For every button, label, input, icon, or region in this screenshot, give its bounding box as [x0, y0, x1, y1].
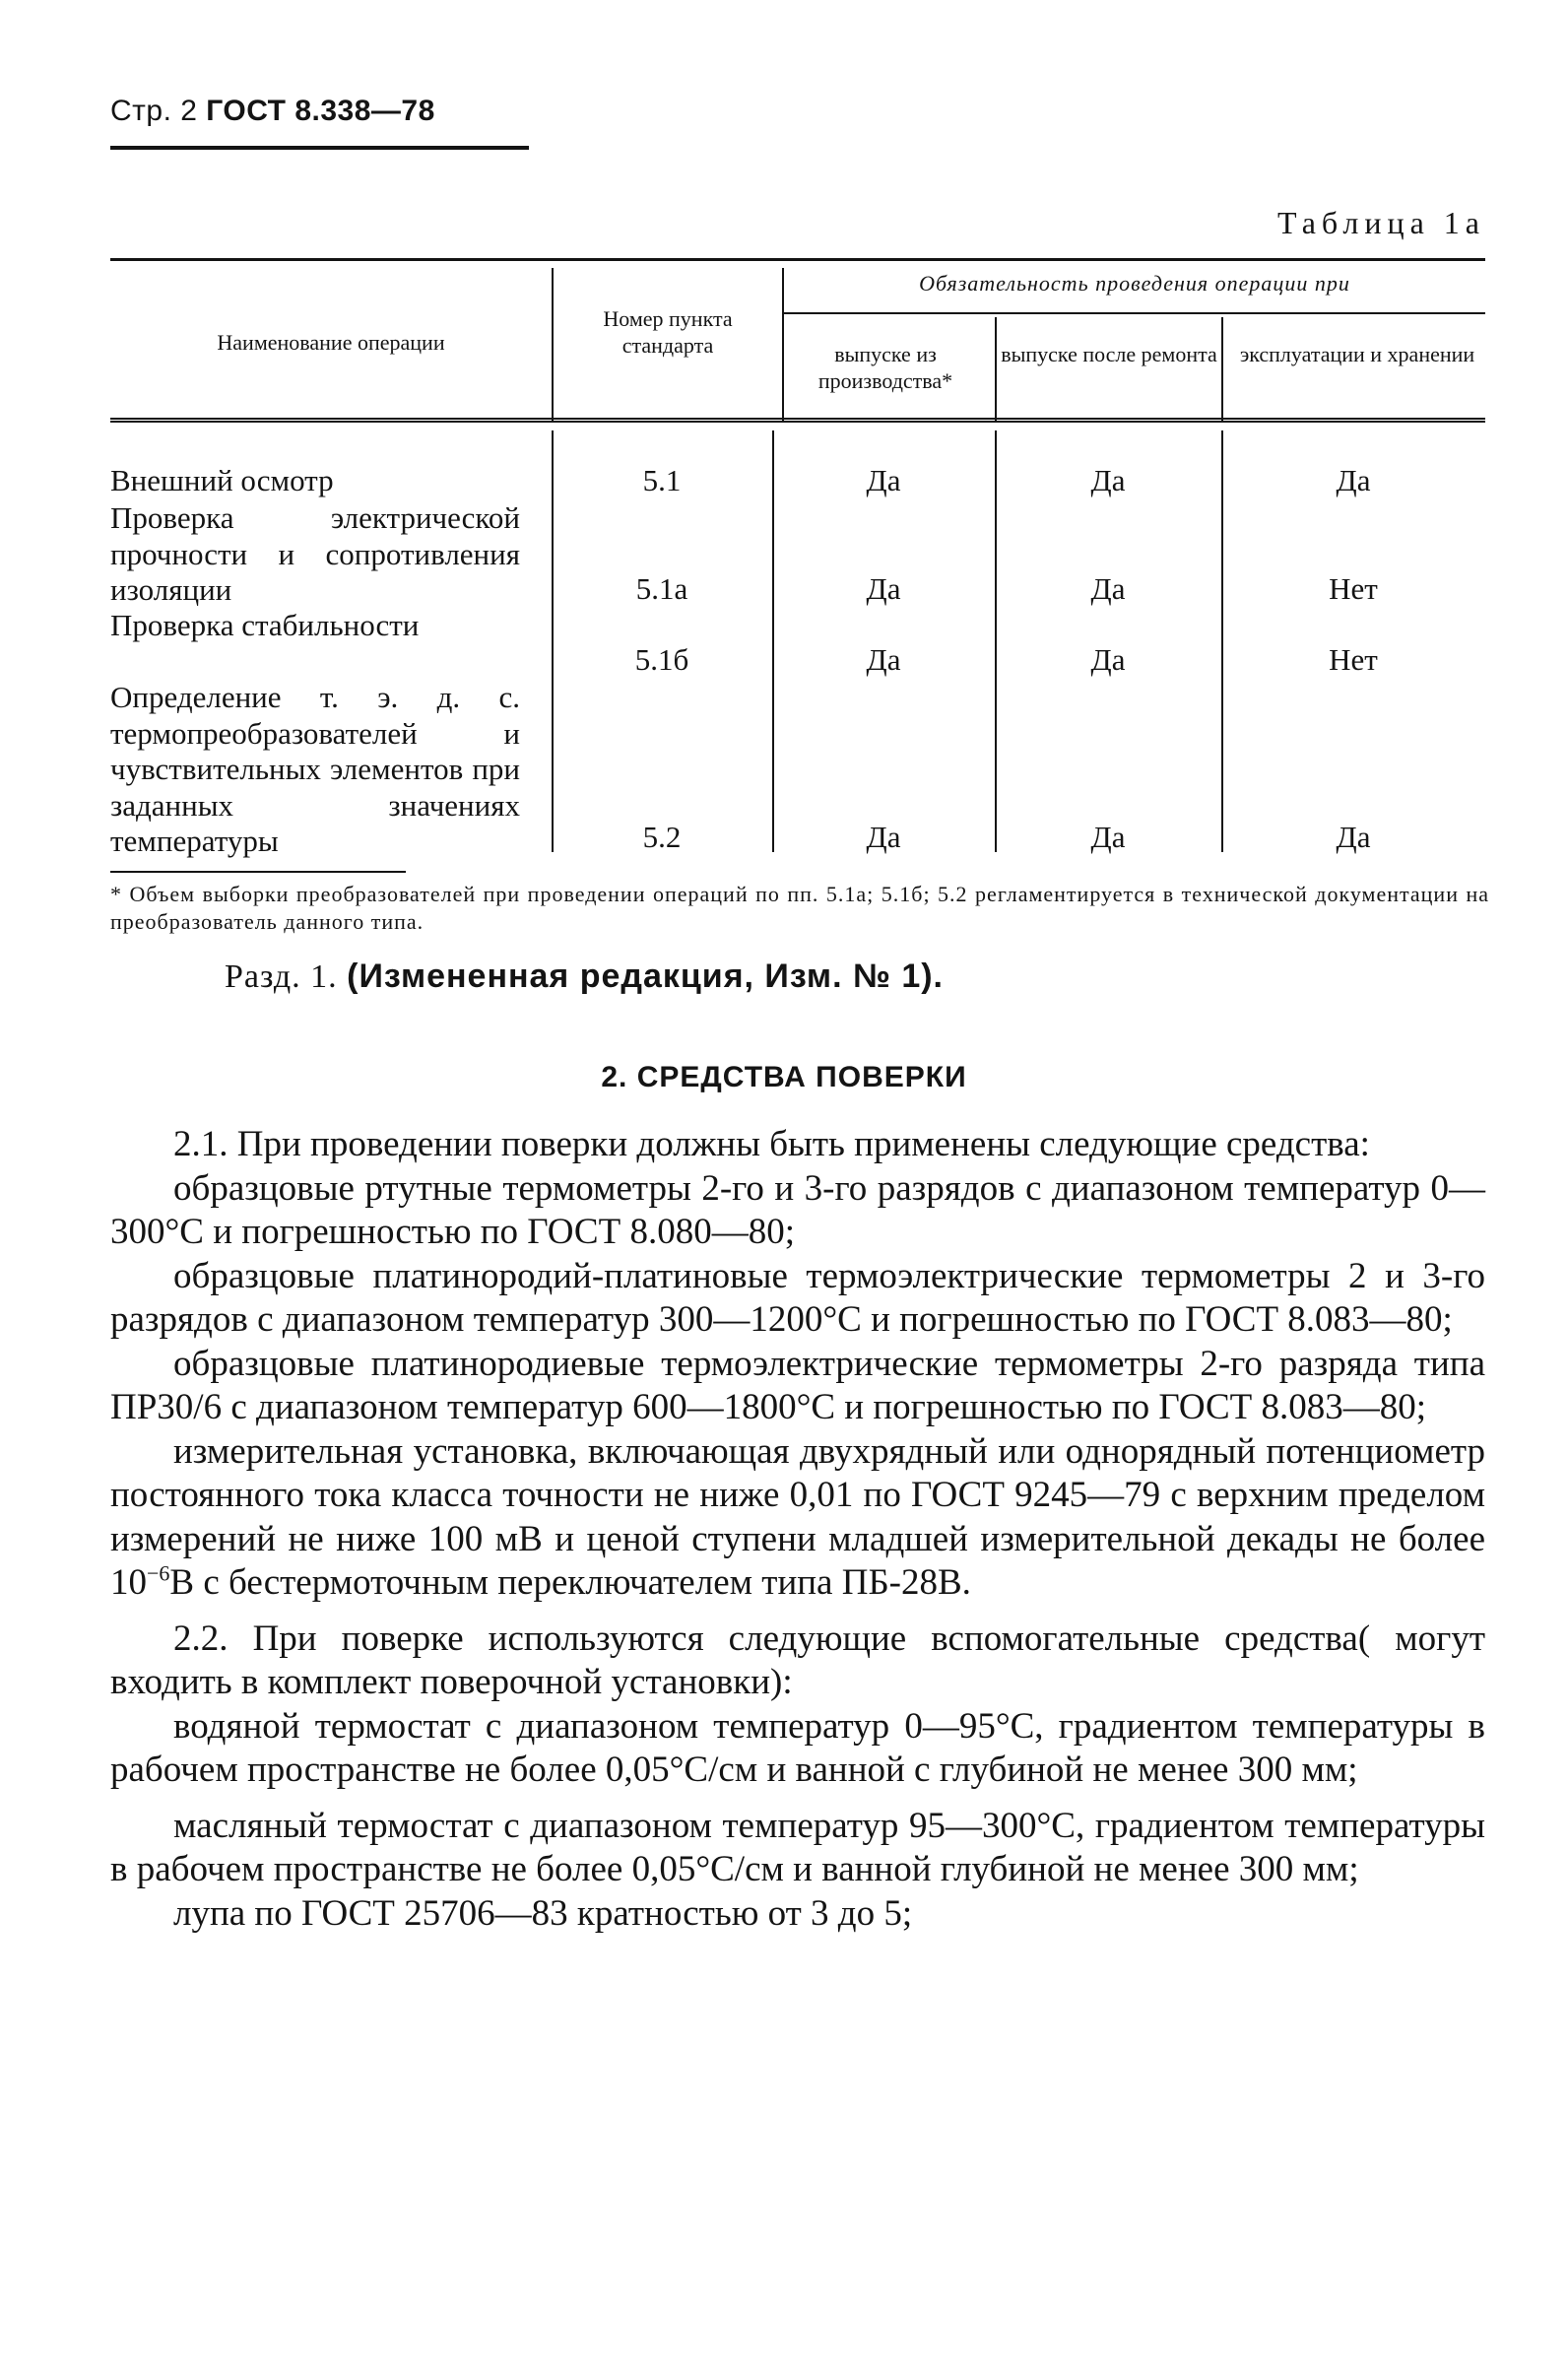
table-top-rule [110, 258, 1485, 261]
paragraph [110, 1430, 1485, 1606]
header-obligation-group: Обязательность проведения операции при [919, 271, 1350, 296]
header-item-number: Номер пункта стандарта [603, 306, 733, 358]
header-rule [110, 146, 529, 150]
section-title: 2. СРЕДСТВА ПОВЕРКИ [601, 1061, 967, 1093]
running-head [110, 95, 435, 128]
row-item-1: 5.1 [642, 463, 682, 497]
row-production-4: Да [866, 820, 901, 854]
superscript-exponent: −6 [147, 1560, 170, 1586]
amendment-prefix: Разд. 1. [225, 958, 338, 995]
row-production-2: Да [866, 571, 901, 606]
row-storage-1: Да [1336, 463, 1371, 497]
row-name-4: Определение т. э. д. с. термопреобразователей и чувствительных элементов при заданных значениях температуры [110, 680, 520, 858]
operations-table [110, 258, 1485, 857]
table-divider [995, 317, 997, 421]
row-item-4: 5.2 [642, 820, 682, 854]
standard-number: ГОСТ 8.338—78 [206, 95, 435, 127]
header-operation-name: Наименование операции [217, 330, 445, 355]
paragraph: масляный термостат с диапазоном температур 95—300°С, градиентом температуры в рабочем пространстве не более 0,05°С/см и ванной глубиной не менее 300 мм; [110, 1805, 1485, 1889]
row-storage-3: Нет [1329, 642, 1378, 677]
row-production-1: Да [866, 463, 901, 497]
paragraph: образцовые платинородиевые термоэлектрические термометры 2-го разряда типа ПР30/6 с диапазоном температур 600—1800°С и погрешностью по ГОСТ 8.083—80; [110, 1343, 1485, 1427]
row-item-3: 5.1б [634, 642, 689, 677]
header-operation-storage: эксплуатации и хранении [1239, 342, 1475, 366]
table-subheader-rule [782, 312, 1485, 314]
row-repair-4: Да [1090, 820, 1126, 854]
paragraph: образцовые платинородий-платиновые термоэлектрические термометры 2 и 3-го разрядов с диапазоном температур 300—1200°С и погрешностью по ГОСТ 8.083—80; [110, 1255, 1485, 1340]
amendment-note [225, 957, 944, 996]
row-name-2: Проверка электрической прочности и сопротивления изоляции [110, 500, 520, 607]
table-caption: Таблица 1а [1276, 205, 1485, 240]
row-repair-1: Да [1090, 463, 1126, 497]
row-name-3: Проверка стабильности [110, 608, 420, 642]
paragraph: 2.1. При проведении поверки должны быть применены следующие средства: [173, 1124, 1370, 1164]
paragraph-text: В с бестермоточным переключателем типа ПБ-28В. [169, 1562, 971, 1603]
footnote-rule [110, 871, 406, 873]
table-divider [552, 268, 554, 421]
table-header-rule [110, 418, 1485, 423]
row-storage-2: Нет [1329, 571, 1378, 606]
row-production-3: Да [866, 642, 901, 677]
table-divider [1221, 317, 1223, 421]
paragraph-text: измерительная установка, включающая двухрядный или однорядный потенциометр постоянного тока класса точности не ниже 0,01 по ГОСТ 9245—79 с верхним пределом измерений не ниже 100 мВ и ценой ступени младшей измерительной декады не более 10 [110, 1430, 1485, 1603]
header-release-repair: выпуске после ремонта [1001, 342, 1217, 366]
row-repair-3: Да [1090, 642, 1126, 677]
paragraph: образцовые ртутные термометры 2-го и 3-го разрядов с диапазоном температур 0—300°С и погрешностью по ГОСТ 8.080—80; [110, 1167, 1485, 1252]
row-name-1: Внешний осмотр [110, 463, 334, 497]
amendment-text: (Измененная редакция, Изм. № 1). [347, 957, 944, 995]
table-footnote: * Объем выборки преобразователей при проведении операций по пп. 5.1а; 5.1б; 5.2 регламентируется в технической документации на преобразователь данного типа. [110, 882, 1489, 934]
row-item-2: 5.1а [635, 571, 688, 606]
page-label: Стр. 2 [110, 95, 198, 127]
paragraph: лупа по ГОСТ 25706—83 кратностью от 3 до 5; [173, 1892, 913, 1934]
row-storage-4: Да [1336, 820, 1371, 854]
paragraph: водяной термостат с диапазоном температур 0—95°С, градиентом температуры в рабочем пространстве не более 0,05°С/см и ванной с глубиной не менее 300 мм; [110, 1705, 1485, 1790]
row-repair-2: Да [1090, 571, 1126, 606]
header-release-production: выпуске из производства* [817, 342, 953, 393]
paragraph: 2.2. При поверке используются следующие вспомогательные средства( могут входить в комплект поверочной установки): [110, 1618, 1485, 1702]
section-body [110, 1123, 1485, 1936]
